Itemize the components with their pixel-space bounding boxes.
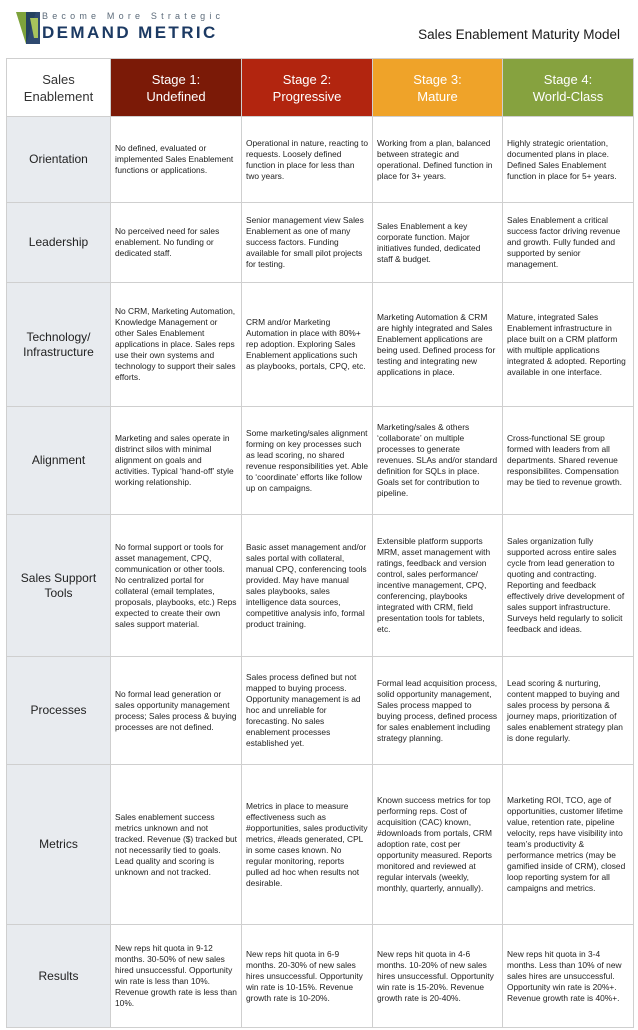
row-label [7, 925, 111, 1028]
table-row [7, 925, 634, 1028]
brand-tagline: Become More Strategic [42, 11, 225, 21]
stage-4-cell [503, 203, 634, 283]
row-label [7, 203, 111, 283]
row-label [7, 515, 111, 657]
stage-1-cell [111, 657, 242, 765]
stage-3-number: Stage 3: [413, 71, 462, 87]
cell-text: Lead scoring & nurturing, content mapped to buying and sales process by persona & journey maps, prioritization of sales enablement strategy plan is done regularly. [507, 677, 623, 743]
cell-text: Metrics in place to measure effectiveness such as #opportunities, sales productivity metrics, #leads generated, CPL in some cases known. No regular monitoring, reports pulled ad hoc when results not desirable. [246, 800, 368, 888]
row-label [7, 657, 111, 765]
stage-4-number: Stage 4: [543, 71, 593, 87]
table-row [7, 515, 634, 657]
cell-text: Marketing ROI, TCO, age of opportunities, customer lifetime value, retention rate, pipeline velocity, reps have visibility into team’s productivity & performance metrics (may be gamified inside of CRM), closed loop reporting system for all campaigns and metrics. [507, 795, 626, 893]
row-label-line: Metrics [39, 837, 78, 851]
cell-text: Sales enablement success metrics unknown and not tracked. Revenue ($) tracked but not necessarily tied to goals. Lead quality and scoring is unknown and not tracked. [115, 811, 237, 877]
stage-1-cell [111, 925, 242, 1028]
page-title: Sales Enablement Maturity Model [418, 27, 620, 42]
stage-3-header [373, 59, 503, 117]
row-label-line: Tools [44, 585, 73, 600]
stage-1-cell [111, 765, 242, 925]
cell-text: Sales Enablement a critical success factor driving revenue and growth. Fully funded and supported by senior management. [507, 215, 621, 269]
row-label [7, 117, 111, 203]
stage-3-cell [373, 515, 503, 657]
table-row [7, 203, 634, 283]
stage-2-cell [242, 765, 373, 925]
cell-text: No CRM, Marketing Automation, Knowledge Management or other Sales Enablement applications in place. Sales reps use their own systems and technology to support their sales efforts. [115, 306, 236, 382]
cell-text: No formal support or tools for asset management, CPQ, communication or other tools. No centralized portal for collateral (email templates, proposals, playbooks, etc.) Reps expected to create their own sales support material. [115, 541, 237, 629]
stage-4-cell [503, 407, 634, 515]
row-label-line: Technology/ [26, 329, 91, 344]
stage-2-cell [242, 117, 373, 203]
stage-4-cell [503, 283, 634, 407]
row-label-line: Infrastructure [23, 344, 94, 359]
stage-1-cell [111, 515, 242, 657]
page-header [0, 0, 638, 60]
cell-text: Known success metrics for top performing reps. Cost of acquisition (CAC) known, #downloads from portals, CRM adoption rate, cost per opportunity measured. Reports monitored and reviewed at regular intervals (weekly, monthly, quarterly, annually). [377, 795, 492, 893]
cell-text: Basic asset management and/or sales portal with collateral, manual CPQ, conferencing tools provided. May have manual sales playbooks, sales intelligence data sources, competitive analysis info, formal product training. [246, 541, 367, 629]
cell-text: Marketing/sales & others ‘collaborate’ on multiple processes to generate revenues. SLAs and/or standard definition for SQLs in place. Goals set for contribution to pipeline. [377, 422, 498, 498]
stage-3-cell [373, 657, 503, 765]
table-row [7, 765, 634, 925]
cell-text: Operational in nature, reacting to requests. Loosely defined function in place for less than two years. [246, 137, 368, 181]
stage-1-header [111, 59, 242, 117]
corner-header [7, 59, 111, 117]
cell-text: Marketing and sales operate in distrinct silos with minimal alignment on goals and activities. Typical ‘hand-off’ style working relationship. [115, 433, 234, 487]
cell-text: CRM and/or Marketing Automation in place with 80%+ rep adoption. Exploring Sales Enablement applications such as playbooks, portals, CPQ, etc. [246, 317, 366, 371]
stage-3-cell [373, 925, 503, 1028]
stage-3-cell [373, 283, 503, 407]
row-label-line: Leadership [28, 235, 89, 249]
cell-text: Marketing Automation & CRM are highly integrated and Sales Enablement applications are being used. Defined process for testing and integrating new applications in place. [377, 311, 496, 377]
stage-1-number: Stage 1: [151, 71, 201, 87]
table-row [7, 117, 634, 203]
corner-line-1: Sales [42, 71, 75, 87]
cell-text: Sales process defined but not mapped to buying process. Opportunity management is ad hoc and unreliable for forecasting. No sales enablement processes established yet. [246, 672, 361, 748]
cell-text: Some marketing/sales alignment forming on key processes such as lead scoring, no shared revenue responsibilities yet. Able to ‘coordinate’ efforts like follow up on campaigns. [246, 427, 368, 493]
cell-text: Senior management view Sales Enablement as one of many success factors. Funding available for small pilot projects for testing. [246, 215, 364, 269]
row-label [7, 765, 111, 925]
stage-4-cell [503, 117, 634, 203]
stage-2-cell [242, 657, 373, 765]
stage-3-cell [373, 117, 503, 203]
row-label-line: Processes [30, 703, 87, 717]
stage-3-cell [373, 765, 503, 925]
row-label-line: Sales Support [20, 570, 97, 585]
cell-text: Sales organization fully supported across entire sales cycle from lead generation to quoting and contracting. Reporting and feedback effectively drive development of sales support infrastructure. Surveys held regularly to solicit feedback and ideas. [507, 536, 625, 634]
stage-2-cell [242, 283, 373, 407]
cell-text: New reps hit quota in 6-9 months. 20-30% of new sales hires unsuccessful. Opportunity win rate is 10-15%. Revenue growth rate is 10-20%. [246, 948, 363, 1003]
stage-1-cell [111, 117, 242, 203]
stage-4-cell [503, 765, 634, 925]
row-label [7, 407, 111, 515]
stage-header-row [7, 59, 634, 117]
cell-text: Highly strategic orientation, documented plans in place. Defined Sales Enablement function in place for 5+ years. [507, 137, 617, 181]
cell-text: Sales Enablement a key corporate function. Major initiatives funded, dedicated staff & budget. [377, 220, 481, 264]
cell-text: No defined, evaluated or implemented Sales Enablement functions or applications. [115, 143, 234, 175]
stage-3-cell [373, 407, 503, 515]
stage-2-cell [242, 203, 373, 283]
row-label-line: Alignment [31, 453, 86, 467]
stage-2-cell [242, 925, 373, 1028]
stage-4-cell [503, 515, 634, 657]
stage-3-name: Mature [417, 88, 458, 104]
stage-2-name: Progressive [272, 88, 342, 104]
maturity-model-table [6, 58, 634, 1028]
stage-1-cell [111, 203, 242, 283]
stage-4-header [503, 59, 634, 117]
cell-text: Working from a plan, balanced between strategic and operational. Defined function in place for 3+ years. [377, 137, 493, 181]
cell-text: New reps hit quota in 9-12 months. 30-50% of new sales hired unsuccessful. Opportunity win rate is less than 10%. Revenue growth rate is less than 10%. [115, 943, 237, 1008]
stage-4-cell [503, 657, 634, 765]
cell-text: No perceived need for sales enablement. No funding or dedicated staff. [115, 226, 220, 258]
corner-line-2: Enablement [23, 88, 94, 104]
cell-text: Formal lead acquisition process, solid opportunity management, Sales process mapped to buying process, defined process for sales enablement including strategy planning. [377, 677, 498, 743]
stage-1-cell [111, 283, 242, 407]
cell-text: Extensible platform supports MRM, asset management with ratings, feedback and version control, sales performance/ incentive management, CPQ, conferencing, playbooks integrated with CRM, field presentation tools for tablets, etc. [377, 536, 491, 634]
row-label-line: Orientation [29, 152, 88, 166]
table-row [7, 407, 634, 515]
stage-4-cell [503, 925, 634, 1028]
table-row [7, 283, 634, 407]
stage-3-cell [373, 203, 503, 283]
cell-text: No formal lead generation or sales opportunity management process; Sales process & buying processes are not defined. [115, 688, 237, 732]
row-label [7, 283, 111, 407]
brand-name: DEMAND METRIC [42, 23, 218, 42]
stage-4-name: World-Class [532, 88, 604, 104]
cell-text: New reps hit quota in 4-6 months. 10-20% of new sales hires unsuccessful. Opportunity win rate is 15-20%. Revenue growth rate is 20-40%. [377, 948, 494, 1003]
stage-2-cell [242, 515, 373, 657]
table-row [7, 657, 634, 765]
stage-2-number: Stage 2: [282, 71, 332, 87]
cell-text: Cross-functional SE group formed with leaders from all departments. Shared revenue responsibilites. Compensation may be tied to revenue growth. [507, 433, 622, 487]
cell-text: Mature, integrated Sales Enablement infrastructure in place built on a CRM platform with multiple applications integrated & adopted. Reporting available in one interface. [507, 311, 626, 377]
cell-text: New reps hit quota in 3-4 months. Less than 10% of new sales hires are unsuccessful. Opportunity win rate is 20%+. Revenue growth rate is 40%+. [507, 948, 622, 1003]
stage-2-cell [242, 407, 373, 515]
stage-2-header [242, 59, 373, 117]
stage-1-cell [111, 407, 242, 515]
stage-1-name: Undefined [146, 88, 206, 104]
row-label-line: Results [38, 968, 79, 983]
